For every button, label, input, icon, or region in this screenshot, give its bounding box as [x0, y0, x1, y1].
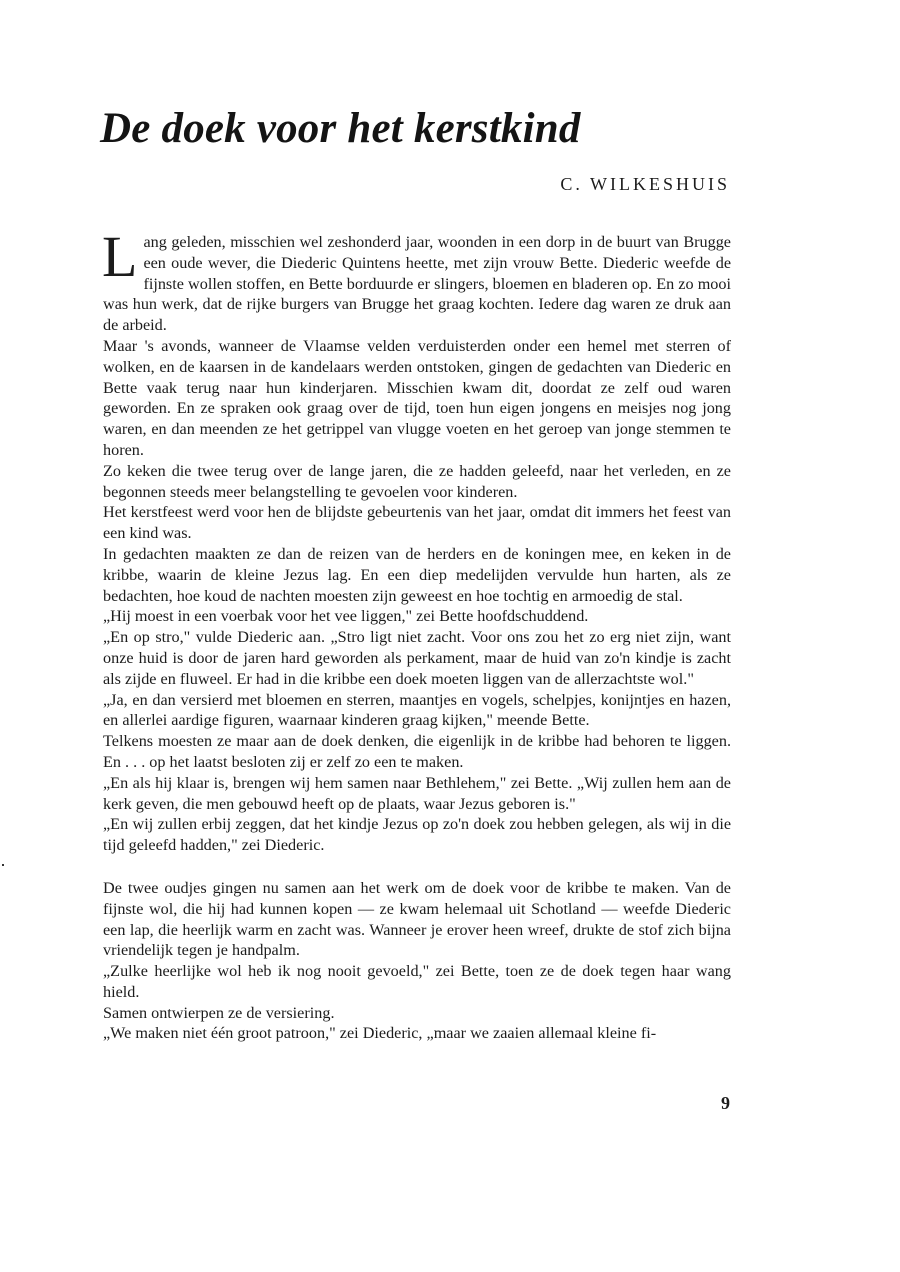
- paragraph: Samen ontwierpen ze de versiering.: [103, 1003, 335, 1022]
- paragraph: „We maken niet één groot patroon," zei Diederic, „maar we zaaien allemaal kleine fi-: [103, 1024, 657, 1043]
- article-title: De doek voor het kerstkind: [100, 105, 581, 152]
- article-body: [102, 224, 731, 1044]
- paragraph: Telkens moesten ze maar aan de doek denken, die eigenlijk in de kribbe had behoren te liggen. En . . . op het laatst besloten zij er zelf zo een te maken.: [103, 732, 731, 771]
- paragraph: Zo keken die twee terug over de lange jaren, die ze hadden geleefd, naar het verleden, en ze begonnen steeds meer belangstelling te gevoelen voor kinderen.: [103, 461, 731, 501]
- paragraph: „Hij moest in een voerbak voor het vee liggen," zei Bette hoofdschuddend.: [103, 607, 589, 626]
- drop-cap: L: [102, 224, 138, 289]
- paragraph: Het kerstfeest werd voor hen de blijdste gebeurtenis van het jaar, omdat dit immers het feest van een kind was.: [103, 503, 731, 543]
- section-break: [103, 856, 731, 878]
- paragraph-text: ang geleden, misschien wel zeshonderd jaar, woonden in een dorp in de buurt van Brugge een oude wever, die Diederic Quintens heette, met zijn vrouw Bette. Diederic weefde de fijnste wollen stoffen, en Bette borduurde er slingers, bloemen en bladeren op. En zo mooi was hun werk, dat de rijke burgers van Brugge het graag kochten. Iedere dag waren ze druk aan de arbeid.: [103, 233, 731, 335]
- paragraph: De twee oudjes gingen nu samen aan het werk om de doek voor de kribbe te maken. Van de fijnste wol, die hij had kunnen kopen — ze kwam helemaal uit Schotland — weefde Diederic een lap, die heerlijk warm en zacht was. Wanneer je erover heen wreef, drukte de stof zich bijna vriendelijk tegen je handpalm.: [103, 878, 731, 960]
- margin-mark: [2, 864, 4, 866]
- author-name: C. WILKESHUIS: [560, 174, 730, 194]
- paragraph: „En op stro," vulde Diederic aan. „Stro ligt niet zacht. Voor ons zou het zo erg niet zijn, want onze huid is door de jaren hard geworden als perkament, maar de huid van zo'n kindje is zacht als zijde en fluweel. Er had in die kribbe een doek moeten liggen van de allerzachtste wol.": [103, 628, 731, 688]
- page-number: 9: [721, 1093, 730, 1113]
- paragraph: In gedachten maakten ze dan de reizen van de herders en de koningen mee, en keken in de kribbe, waarin de kleine Jezus lag. En een diep medelijden vervulde hun harten, als ze bedachten, hoe koud de nachten moesten zijn geweest en hoe tochtig en armoedig de stal.: [103, 544, 731, 605]
- paragraph: [102, 224, 731, 336]
- paragraph: „En als hij klaar is, brengen wij hem samen naar Bethlehem," zei Bette. „Wij zullen hem aan de kerk geven, die men gebouwd heeft op de plaats, waar Jezus geboren is.": [103, 773, 731, 813]
- paragraph: „Ja, en dan versierd met bloemen en sterren, maantjes en vogels, schelpjes, konijntjes en hazen, en allerlei aardige figuren, waarnaar kinderen graag kijken," meende Bette.: [103, 690, 731, 730]
- paragraph: „Zulke heerlijke wol heb ik nog nooit gevoeld," zei Bette, toen ze de doek tegen haar wang hield.: [103, 962, 731, 1001]
- paragraph: Maar 's avonds, wanneer de Vlaamse velden verduisterden onder een hemel met sterren of wolken, en de kaarsen in de kandelaars werden ontstoken, gingen de gedachten van Diederic en Bette vaak terug naar hun kinderjaren. Misschien kwam dit, doordat ze zelf oud waren geworden. En ze spraken ook graag over de tijd, toen hun eigen jongens en meisjes nog jong waren, en dan meenden ze het getrippel van vlugge voeten en het geroep van jonge stemmen te horen.: [103, 336, 731, 459]
- paragraph: „En wij zullen erbij zeggen, dat het kindje Jezus op zo'n doek zou hebben gelegen, als wij in die tijd geleefd hadden," zei Diederic.: [103, 815, 731, 855]
